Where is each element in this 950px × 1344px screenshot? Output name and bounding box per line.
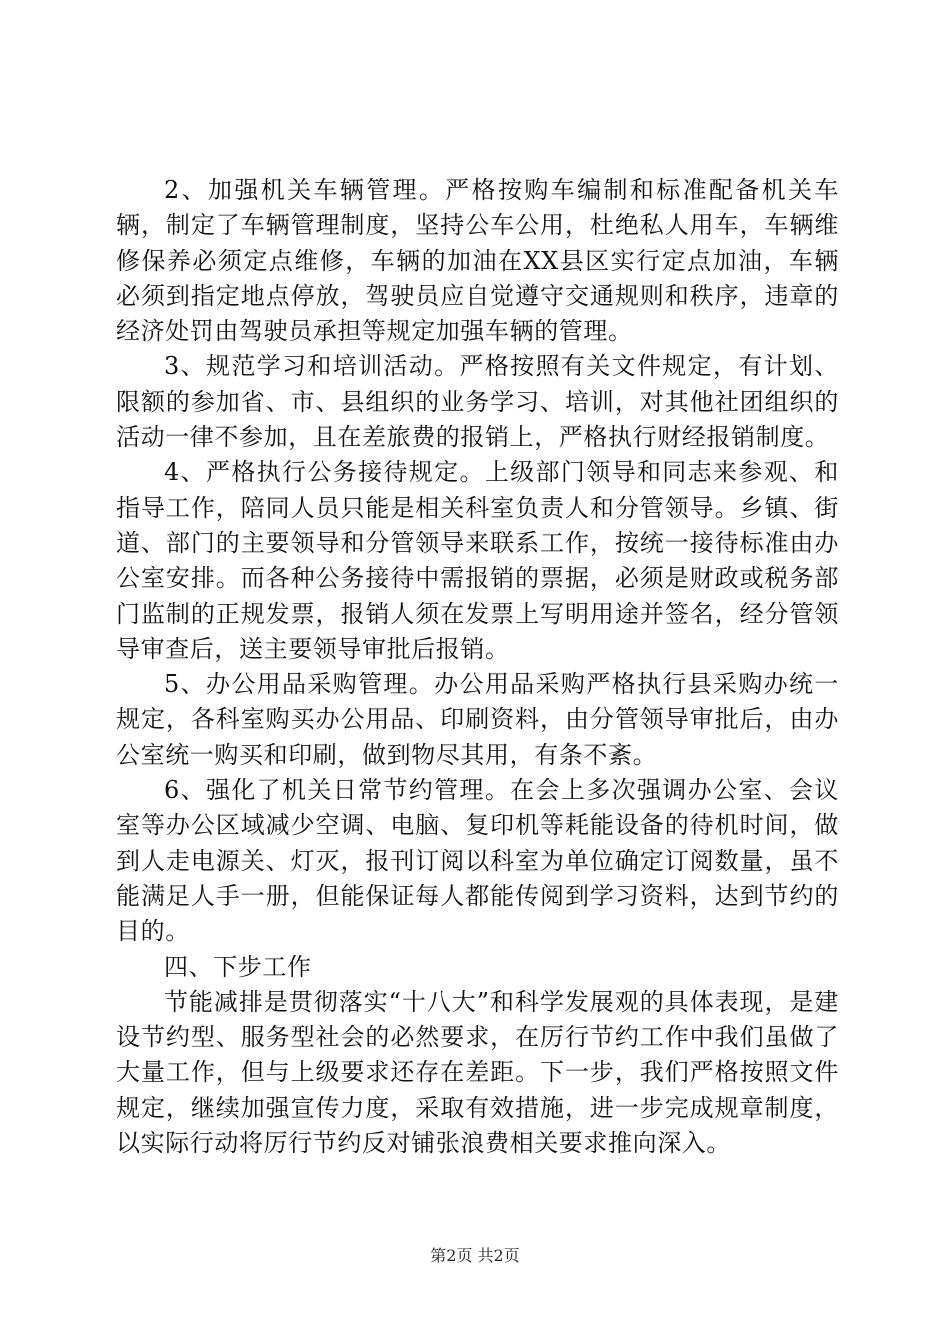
paragraph-office-supplies: 5、办公用品采购管理。办公用品采购严格执行县采购办统一规定，各科室购买办公用品、印刷资料，由分管领导审批后，由办公室统一购买和印刷，做到物尽其用，有条不紊。 bbox=[116, 670, 839, 769]
section-heading-next-steps: 四、下步工作 bbox=[164, 952, 312, 981]
page-footer: 第2页 共2页 bbox=[430, 1246, 520, 1265]
paragraph-vehicle-management: 2、加强机关车辆管理。严格按购车编制和标准配备机关车辆，制定了车辆管理制度，坚持公车公用，杜绝私人用车，车辆维修保养必须定点维修，车辆的加油在XX县区实行定点加油，车辆必须到指定地点停放，驾驶员应自觉遵守交通规则和秩序，违章的经济处罚由驾驶员承担等规定加强车辆的管理。 bbox=[116, 176, 839, 346]
paragraph-next-steps: 节能减排是贯彻落实“十八大”和科学发展观的具体表现，是建设节约型、服务型社会的必然要求，在厉行节约工作中我们虽做了大量工作，但与上级要求还存在差距。下一步，我们严格按照文件规定，继续加强宣传力度，采取有效措施，进一步完成规章制度，以实际行动将厉行节约反对铺张浪费相关要求推向深入。 bbox=[116, 987, 839, 1158]
paragraph-daily-saving: 6、强化了机关日常节约管理。在会上多次强调办公室、会议室等办公区域减少空调、电脑、复印机等耗能设备的待机时间，做到人走电源关、灯灭，报刊订阅以科室为单位确定订阅数量，虽不能满足人手一册，但能保证每人都能传阅到学习资料，达到节约的目的。 bbox=[116, 776, 839, 946]
paragraph-training-activities: 3、规范学习和培训活动。严格按照有关文件规定，有计划、限额的参加省、市、县组织的业务学习、培训，对其他社团组织的活动一律不参加，且在差旅费的报销上，严格执行财经报销制度。 bbox=[116, 352, 839, 452]
paragraph-reception-rules: 4、严格执行公务接待规定。上级部门领导和同志来参观、和指导工作，陪同人员只能是相关科室负责人和分管领导。乡镇、街道、部门的主要领导和分管领导来联系工作，按统一接待标准由办公室安排。而各种公务接待中需报销的票据，必须是财政或税务部门监制的正规发票，报销人须在发票上写明用途并签名，经分管领导审查后，送主要领导审批后报销。 bbox=[116, 458, 839, 663]
document-body bbox=[116, 173, 839, 1161]
